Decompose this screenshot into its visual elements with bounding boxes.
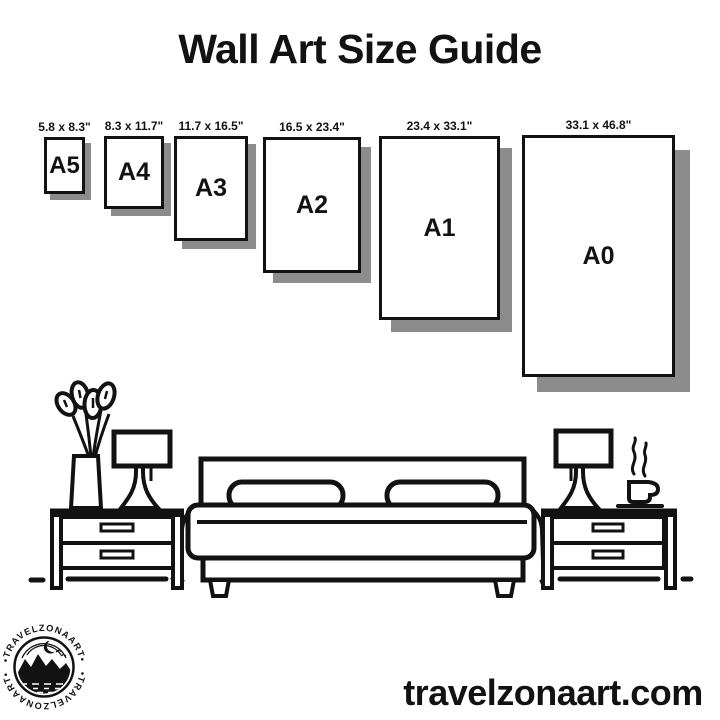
brand-arc-top: •TRAVELZONAART• <box>0 622 88 663</box>
size-dimensions-label: 23.4 x 33.1" <box>406 119 473 133</box>
double-bed-icon <box>174 459 550 596</box>
page-title: Wall Art Size Guide <box>178 26 542 72</box>
flower-vase-icon <box>53 380 118 508</box>
size-dimensions-label: 16.5 x 23.4" <box>279 120 345 134</box>
table-lamp-icon <box>556 431 611 508</box>
size-dimensions-label: 8.3 x 11.7" <box>104 119 164 133</box>
website-url: travelzonaart.com <box>403 672 703 713</box>
svg-text:•TRAVELZONAART• <box>0 623 87 663</box>
brand-arc-bottom: •TRAVELZONAART• <box>0 671 88 712</box>
size-letter: A0 <box>582 241 615 270</box>
size-letter: A2 <box>296 190 328 219</box>
size-dimensions-label: 5.8 x 8.3" <box>38 120 91 134</box>
size-letter: A5 <box>49 151 80 179</box>
size-dimensions-label: 33.1 x 46.8" <box>565 118 632 132</box>
size-letter: A3 <box>195 174 227 202</box>
coffee-cup-icon <box>618 438 662 506</box>
brand-logo <box>0 623 87 711</box>
table-lamp-icon <box>114 432 170 508</box>
size-letter: A4 <box>118 158 150 186</box>
size-letter: A1 <box>423 213 456 242</box>
size-dimensions-label: 11.7 x 16.5" <box>178 119 244 133</box>
